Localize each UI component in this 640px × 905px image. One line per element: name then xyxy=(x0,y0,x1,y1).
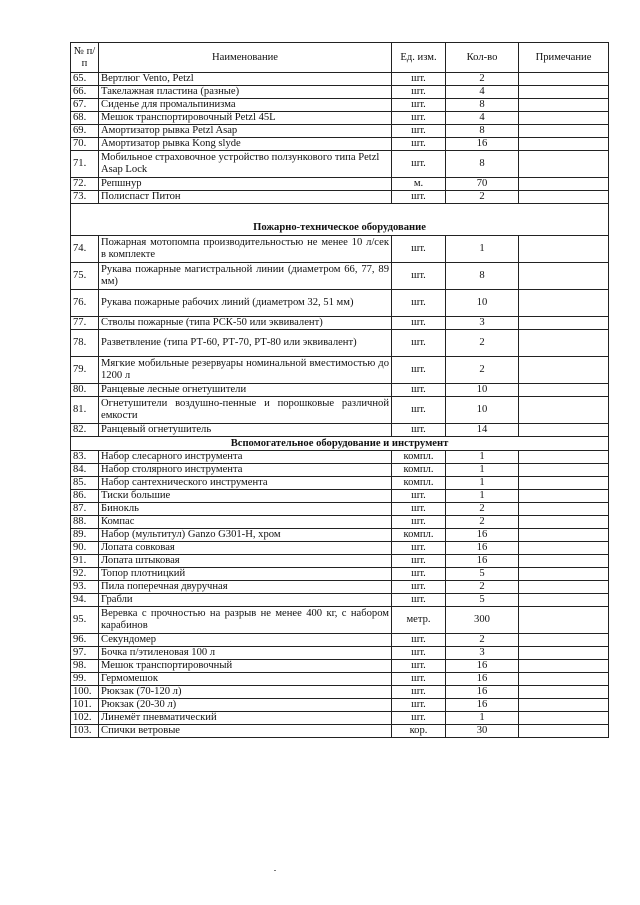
table-row xyxy=(71,290,609,317)
cell-qty: 14 xyxy=(446,424,519,437)
cell-num: 65. xyxy=(71,73,99,86)
cell-name: Веревка с прочностью на разрыв не менее 400 кг, с набором карабинов xyxy=(99,607,392,634)
cell-qty: 2 xyxy=(446,330,519,357)
table-row xyxy=(71,330,609,357)
cell-qty: 2 xyxy=(446,357,519,384)
cell-name: Рюкзак (70-120 л) xyxy=(99,686,392,699)
table-row xyxy=(71,263,609,290)
cell-unit: шт. xyxy=(392,73,446,86)
table-header-row xyxy=(71,43,609,73)
cell-num: 103. xyxy=(71,725,99,738)
cell-unit: шт. xyxy=(392,397,446,424)
cell-unit: шт. xyxy=(392,424,446,437)
cell-qty: 70 xyxy=(446,178,519,191)
cell-name: Гермомешок xyxy=(99,673,392,686)
cell-qty: 1 xyxy=(446,712,519,725)
cell-qty: 10 xyxy=(446,397,519,424)
cell-name: Набор (мультитул) Ganzo G301-H, хром xyxy=(99,529,392,542)
cell-name: Спички ветровые xyxy=(99,725,392,738)
table-row xyxy=(71,490,609,503)
cell-name: Пожарная мотопомпа производительностью не менее 10 л/сек в комплекте xyxy=(99,236,392,263)
cell-unit: шт. xyxy=(392,712,446,725)
header-note: Примечание xyxy=(519,43,609,73)
cell-name: Лопата штыковая xyxy=(99,555,392,568)
cell-unit: шт. xyxy=(392,686,446,699)
cell-note xyxy=(519,673,609,686)
cell-unit: шт. xyxy=(392,555,446,568)
cell-name: Рукава пожарные магистральной линии (диаметром 66, 77, 89 мм) xyxy=(99,263,392,290)
cell-unit: шт. xyxy=(392,86,446,99)
cell-name: Вертлюг Vento, Petzl xyxy=(99,73,392,86)
cell-num: 76. xyxy=(71,290,99,317)
cell-qty: 2 xyxy=(446,503,519,516)
cell-qty: 10 xyxy=(446,290,519,317)
cell-name: Мешок транспортировочный Petzl 45L xyxy=(99,112,392,125)
cell-unit: шт. xyxy=(392,581,446,594)
cell-note xyxy=(519,138,609,151)
cell-qty: 1 xyxy=(446,490,519,503)
cell-name: Репшнур xyxy=(99,178,392,191)
cell-note xyxy=(519,424,609,437)
cell-num: 81. xyxy=(71,397,99,424)
cell-name: Компас xyxy=(99,516,392,529)
cell-num: 91. xyxy=(71,555,99,568)
cell-name: Бочка п/этиленовая 100 л xyxy=(99,647,392,660)
cell-name: Мягкие мобильные резервуары номинальной вместимостью до 1200 л xyxy=(99,357,392,384)
cell-qty: 300 xyxy=(446,607,519,634)
cell-qty: 16 xyxy=(446,699,519,712)
cell-qty: 4 xyxy=(446,86,519,99)
cell-num: 86. xyxy=(71,490,99,503)
cell-note xyxy=(519,594,609,607)
cell-unit: шт. xyxy=(392,290,446,317)
table-row xyxy=(71,581,609,594)
cell-name: Сиденье для промальпинизма xyxy=(99,99,392,112)
header-unit: Ед. изм. xyxy=(392,43,446,73)
cell-unit: шт. xyxy=(392,647,446,660)
cell-unit: шт. xyxy=(392,516,446,529)
cell-num: 80. xyxy=(71,384,99,397)
cell-unit: компл. xyxy=(392,451,446,464)
table-row xyxy=(71,647,609,660)
cell-num: 82. xyxy=(71,424,99,437)
cell-unit: м. xyxy=(392,178,446,191)
cell-name: Лопата совковая xyxy=(99,542,392,555)
cell-name: Полиспаст Питон xyxy=(99,191,392,204)
cell-unit: шт. xyxy=(392,357,446,384)
cell-name: Набор слесарного инструмента xyxy=(99,451,392,464)
table-row xyxy=(71,138,609,151)
cell-note xyxy=(519,490,609,503)
cell-unit: компл. xyxy=(392,464,446,477)
cell-note xyxy=(519,555,609,568)
cell-unit: метр. xyxy=(392,607,446,634)
cell-note xyxy=(519,503,609,516)
cell-num: 87. xyxy=(71,503,99,516)
table-row xyxy=(71,503,609,516)
cell-num: 71. xyxy=(71,151,99,178)
cell-num: 102. xyxy=(71,712,99,725)
table-row xyxy=(71,178,609,191)
cell-unit: шт. xyxy=(392,384,446,397)
cell-num: 75. xyxy=(71,263,99,290)
cell-note xyxy=(519,516,609,529)
header-qty: Кол-во xyxy=(446,43,519,73)
cell-unit: шт. xyxy=(392,99,446,112)
cell-qty: 8 xyxy=(446,263,519,290)
cell-num: 67. xyxy=(71,99,99,112)
cell-num: 70. xyxy=(71,138,99,151)
section-title: Пожарно-техническое оборудование xyxy=(71,204,609,236)
cell-qty: 2 xyxy=(446,516,519,529)
cell-unit: шт. xyxy=(392,660,446,673)
cell-name: Амортизатор рывка Petzl Asap xyxy=(99,125,392,138)
cell-unit: шт. xyxy=(392,112,446,125)
cell-qty: 16 xyxy=(446,138,519,151)
cell-qty: 5 xyxy=(446,568,519,581)
cell-note xyxy=(519,330,609,357)
cell-num: 83. xyxy=(71,451,99,464)
cell-num: 98. xyxy=(71,660,99,673)
cell-note xyxy=(519,607,609,634)
table-row xyxy=(71,725,609,738)
cell-unit: шт. xyxy=(392,699,446,712)
header-name: Наименование xyxy=(99,43,392,73)
cell-qty: 1 xyxy=(446,451,519,464)
cell-name: Набор столярного инструмента xyxy=(99,464,392,477)
cell-num: 77. xyxy=(71,317,99,330)
table-row xyxy=(71,357,609,384)
header-num: № п/п xyxy=(71,43,99,73)
cell-num: 93. xyxy=(71,581,99,594)
cell-num: 85. xyxy=(71,477,99,490)
cell-note xyxy=(519,477,609,490)
cell-unit: компл. xyxy=(392,529,446,542)
cell-num: 78. xyxy=(71,330,99,357)
cell-qty: 10 xyxy=(446,384,519,397)
table-row xyxy=(71,397,609,424)
cell-qty: 16 xyxy=(446,542,519,555)
cell-name: Линемёт пневматический xyxy=(99,712,392,725)
cell-note xyxy=(519,99,609,112)
cell-name: Амортизатор рывка Kong slyde xyxy=(99,138,392,151)
cell-qty: 8 xyxy=(446,99,519,112)
cell-name: Секундомер xyxy=(99,634,392,647)
table-row xyxy=(71,236,609,263)
table-row xyxy=(71,712,609,725)
cell-note xyxy=(519,712,609,725)
cell-qty: 1 xyxy=(446,477,519,490)
cell-num: 68. xyxy=(71,112,99,125)
cell-note xyxy=(519,151,609,178)
table-row xyxy=(71,607,609,634)
cell-note xyxy=(519,73,609,86)
cell-num: 95. xyxy=(71,607,99,634)
cell-note xyxy=(519,529,609,542)
cell-num: 73. xyxy=(71,191,99,204)
cell-unit: шт. xyxy=(392,634,446,647)
table-row xyxy=(71,529,609,542)
table-row xyxy=(71,191,609,204)
cell-qty: 3 xyxy=(446,647,519,660)
cell-note xyxy=(519,397,609,424)
table-row xyxy=(71,125,609,138)
cell-qty: 8 xyxy=(446,151,519,178)
cell-num: 74. xyxy=(71,236,99,263)
cell-qty: 16 xyxy=(446,555,519,568)
cell-unit: шт. xyxy=(392,490,446,503)
cell-note xyxy=(519,290,609,317)
cell-num: 99. xyxy=(71,673,99,686)
cell-note xyxy=(519,464,609,477)
cell-note xyxy=(519,384,609,397)
table-row xyxy=(71,699,609,712)
cell-note xyxy=(519,699,609,712)
cell-unit: шт. xyxy=(392,236,446,263)
cell-name: Грабли xyxy=(99,594,392,607)
cell-unit: шт. xyxy=(392,673,446,686)
cell-qty: 16 xyxy=(446,660,519,673)
cell-qty: 2 xyxy=(446,191,519,204)
cell-name: Топор плотницкий xyxy=(99,568,392,581)
table-row xyxy=(71,317,609,330)
table-row xyxy=(71,112,609,125)
table-row xyxy=(71,542,609,555)
table-body xyxy=(71,73,609,738)
cell-unit: шт. xyxy=(392,125,446,138)
cell-name: Ранцевые лесные огнетушители xyxy=(99,384,392,397)
cell-note xyxy=(519,647,609,660)
section-heading-row xyxy=(71,437,609,451)
cell-note xyxy=(519,357,609,384)
table-row xyxy=(71,86,609,99)
cell-name: Рукава пожарные рабочих линий (диаметром 32, 51 мм) xyxy=(99,290,392,317)
cell-num: 101. xyxy=(71,699,99,712)
cell-qty: 30 xyxy=(446,725,519,738)
cell-name: Такелажная пластина (разные) xyxy=(99,86,392,99)
cell-note xyxy=(519,568,609,581)
equipment-table xyxy=(70,42,609,738)
cell-note xyxy=(519,725,609,738)
cell-name: Ранцевый огнетушитель xyxy=(99,424,392,437)
table-row xyxy=(71,464,609,477)
cell-note xyxy=(519,581,609,594)
cell-num: 88. xyxy=(71,516,99,529)
table-row xyxy=(71,73,609,86)
table-row xyxy=(71,634,609,647)
cell-note xyxy=(519,451,609,464)
table-row xyxy=(71,594,609,607)
cell-name: Мешок транспортировочный xyxy=(99,660,392,673)
cell-num: 97. xyxy=(71,647,99,660)
table-row xyxy=(71,555,609,568)
cell-num: 100. xyxy=(71,686,99,699)
table-row xyxy=(71,686,609,699)
cell-qty: 2 xyxy=(446,634,519,647)
cell-note xyxy=(519,125,609,138)
cell-num: 89. xyxy=(71,529,99,542)
cell-note xyxy=(519,263,609,290)
cell-qty: 4 xyxy=(446,112,519,125)
cell-num: 94. xyxy=(71,594,99,607)
table-row xyxy=(71,451,609,464)
section-title: Вспомогательное оборудование и инструмент xyxy=(71,437,609,451)
cell-name: Бинокль xyxy=(99,503,392,516)
cell-note xyxy=(519,686,609,699)
table-row xyxy=(71,151,609,178)
cell-note xyxy=(519,634,609,647)
cell-num: 92. xyxy=(71,568,99,581)
cell-qty: 16 xyxy=(446,686,519,699)
cell-unit: шт. xyxy=(392,568,446,581)
table-row xyxy=(71,384,609,397)
cell-qty: 5 xyxy=(446,594,519,607)
cell-unit: шт. xyxy=(392,151,446,178)
cell-num: 72. xyxy=(71,178,99,191)
cell-num: 90. xyxy=(71,542,99,555)
cell-note xyxy=(519,86,609,99)
cell-num: 69. xyxy=(71,125,99,138)
table-row xyxy=(71,99,609,112)
cell-name: Стволы пожарные (типа РСК-50 или эквивалент) xyxy=(99,317,392,330)
table-row xyxy=(71,516,609,529)
cell-name: Мобильное страховочное устройство ползункового типа Petzl Asap Lock xyxy=(99,151,392,178)
table-row xyxy=(71,424,609,437)
section-heading-row xyxy=(71,204,609,236)
cell-unit: шт. xyxy=(392,317,446,330)
cell-qty: 2 xyxy=(446,73,519,86)
cell-name: Рюкзак (20-30 л) xyxy=(99,699,392,712)
cell-unit: шт. xyxy=(392,138,446,151)
cell-qty: 16 xyxy=(446,673,519,686)
cell-unit: шт. xyxy=(392,594,446,607)
cell-unit: шт. xyxy=(392,330,446,357)
cell-name: Огнетушители воздушно-пенные и порошковые различной емкости xyxy=(99,397,392,424)
cell-qty: 8 xyxy=(446,125,519,138)
cell-qty: 1 xyxy=(446,464,519,477)
cell-note xyxy=(519,542,609,555)
cell-unit: шт. xyxy=(392,503,446,516)
cell-num: 79. xyxy=(71,357,99,384)
cell-num: 96. xyxy=(71,634,99,647)
cell-note xyxy=(519,112,609,125)
cell-qty: 3 xyxy=(446,317,519,330)
cell-note xyxy=(519,660,609,673)
table-row xyxy=(71,660,609,673)
cell-name: Разветвление (типа РТ-60, РТ-70, РТ-80 или эквивалент) xyxy=(99,330,392,357)
cell-qty: 2 xyxy=(446,581,519,594)
cell-note xyxy=(519,178,609,191)
cell-unit: шт. xyxy=(392,191,446,204)
cell-num: 84. xyxy=(71,464,99,477)
table-row xyxy=(71,673,609,686)
cell-note xyxy=(519,236,609,263)
cell-qty: 16 xyxy=(446,529,519,542)
cell-unit: шт. xyxy=(392,542,446,555)
table-row xyxy=(71,568,609,581)
cell-note xyxy=(519,191,609,204)
cell-unit: кор. xyxy=(392,725,446,738)
cell-name: Тиски большие xyxy=(99,490,392,503)
cell-num: 66. xyxy=(71,86,99,99)
page-mark xyxy=(274,870,276,871)
cell-name: Набор сантехнического инструмента xyxy=(99,477,392,490)
cell-unit: компл. xyxy=(392,477,446,490)
cell-qty: 1 xyxy=(446,236,519,263)
cell-note xyxy=(519,317,609,330)
cell-name: Пила поперечная двуручная xyxy=(99,581,392,594)
cell-unit: шт. xyxy=(392,263,446,290)
table-row xyxy=(71,477,609,490)
